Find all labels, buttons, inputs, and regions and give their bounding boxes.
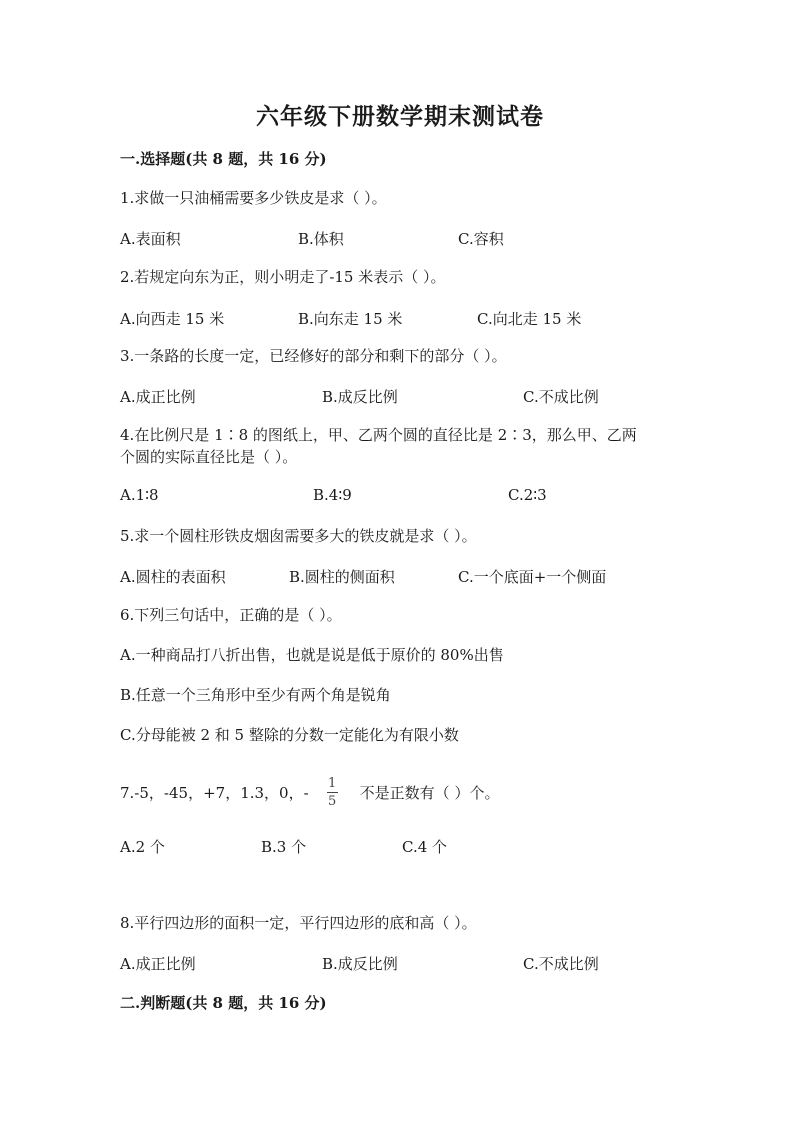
question-4-option-a: A.1∶8 [120, 486, 159, 504]
question-6-option-b: B.任意一个三角形中至少有两个角是锐角 [120, 686, 391, 704]
question-2-option-b: B.向东走 15 米 [298, 310, 403, 328]
question-4-option-c: C.2∶3 [508, 486, 547, 504]
question-7-option-b: B.3 个 [261, 838, 307, 856]
question-3-option-a: A.成正比例 [120, 388, 196, 406]
question-1: 1.求做一只油桶需要多少铁皮是求（ ）。 [120, 189, 387, 207]
question-5-option-c: C.一个底面+一个侧面 [458, 568, 607, 586]
question-2: 2.若规定向东为正，则小明走了-15 米表示（ ）。 [120, 268, 446, 286]
question-7-option-c: C.4 个 [402, 838, 448, 856]
page-title: 六年级下册数学期末测试卷 [256, 103, 544, 130]
question-1-option-c: C.容积 [458, 230, 504, 248]
question-5: 5.求一个圆柱形铁皮烟囱需要多大的铁皮就是求（ ）。 [120, 527, 477, 545]
section-title-choice: 一.选择题(共 8 题，共 16 分) [120, 150, 327, 168]
fraction-numerator: 1 [328, 775, 337, 791]
question-7 [120, 775, 499, 809]
question-4-option-b: B.4∶9 [313, 486, 352, 504]
question-8: 8.平行四边形的面积一定，平行四边形的底和高（ ）。 [120, 914, 477, 932]
question-2-option-a: A.向西走 15 米 [120, 310, 225, 328]
question-1-option-b: B.体积 [298, 230, 344, 248]
question-6: 6.下列三句话中，正确的是（ ）。 [120, 606, 342, 624]
question-5-option-b: B.圆柱的侧面积 [289, 568, 395, 586]
question-7-text-before: 7.-5，-45，+7，1.3，0，- [120, 783, 309, 802]
question-6-option-a: A.一种商品打八折出售，也就是说是低于原价的 80%出售 [120, 646, 504, 664]
question-8-option-a: A.成正比例 [120, 955, 196, 973]
question-8-option-b: B.成反比例 [322, 955, 398, 973]
fraction-bar [327, 792, 338, 793]
question-3: 3.一条路的长度一定，已经修好的部分和剩下的部分（ ）。 [120, 347, 507, 365]
question-3-option-c: C.不成比例 [523, 388, 599, 406]
question-6-option-c: C.分母能被 2 和 5 整除的分数一定能化为有限小数 [120, 726, 459, 744]
question-4-line-1: 4.在比例尺是 1∶8 的图纸上，甲、乙两个圆的直径比是 2∶3，那么甲、乙两 [120, 426, 637, 444]
fraction-denominator: 5 [328, 793, 337, 809]
question-3-option-b: B.成反比例 [322, 388, 398, 406]
section-title-judgement: 二.判断题(共 8 题，共 16 分) [120, 994, 327, 1012]
question-2-option-c: C.向北走 15 米 [477, 310, 582, 328]
question-4-line-2: 个圆的实际直径比是（ ）。 [120, 448, 298, 466]
question-8-option-c: C.不成比例 [523, 955, 599, 973]
fraction-one-fifth [327, 776, 338, 809]
question-7-option-a: A.2 个 [120, 838, 165, 856]
question-1-option-a: A.表面积 [120, 230, 181, 248]
question-7-text-after: 不是正数有（ ）个。 [359, 783, 500, 802]
question-5-option-a: A.圆柱的表面积 [120, 568, 226, 586]
